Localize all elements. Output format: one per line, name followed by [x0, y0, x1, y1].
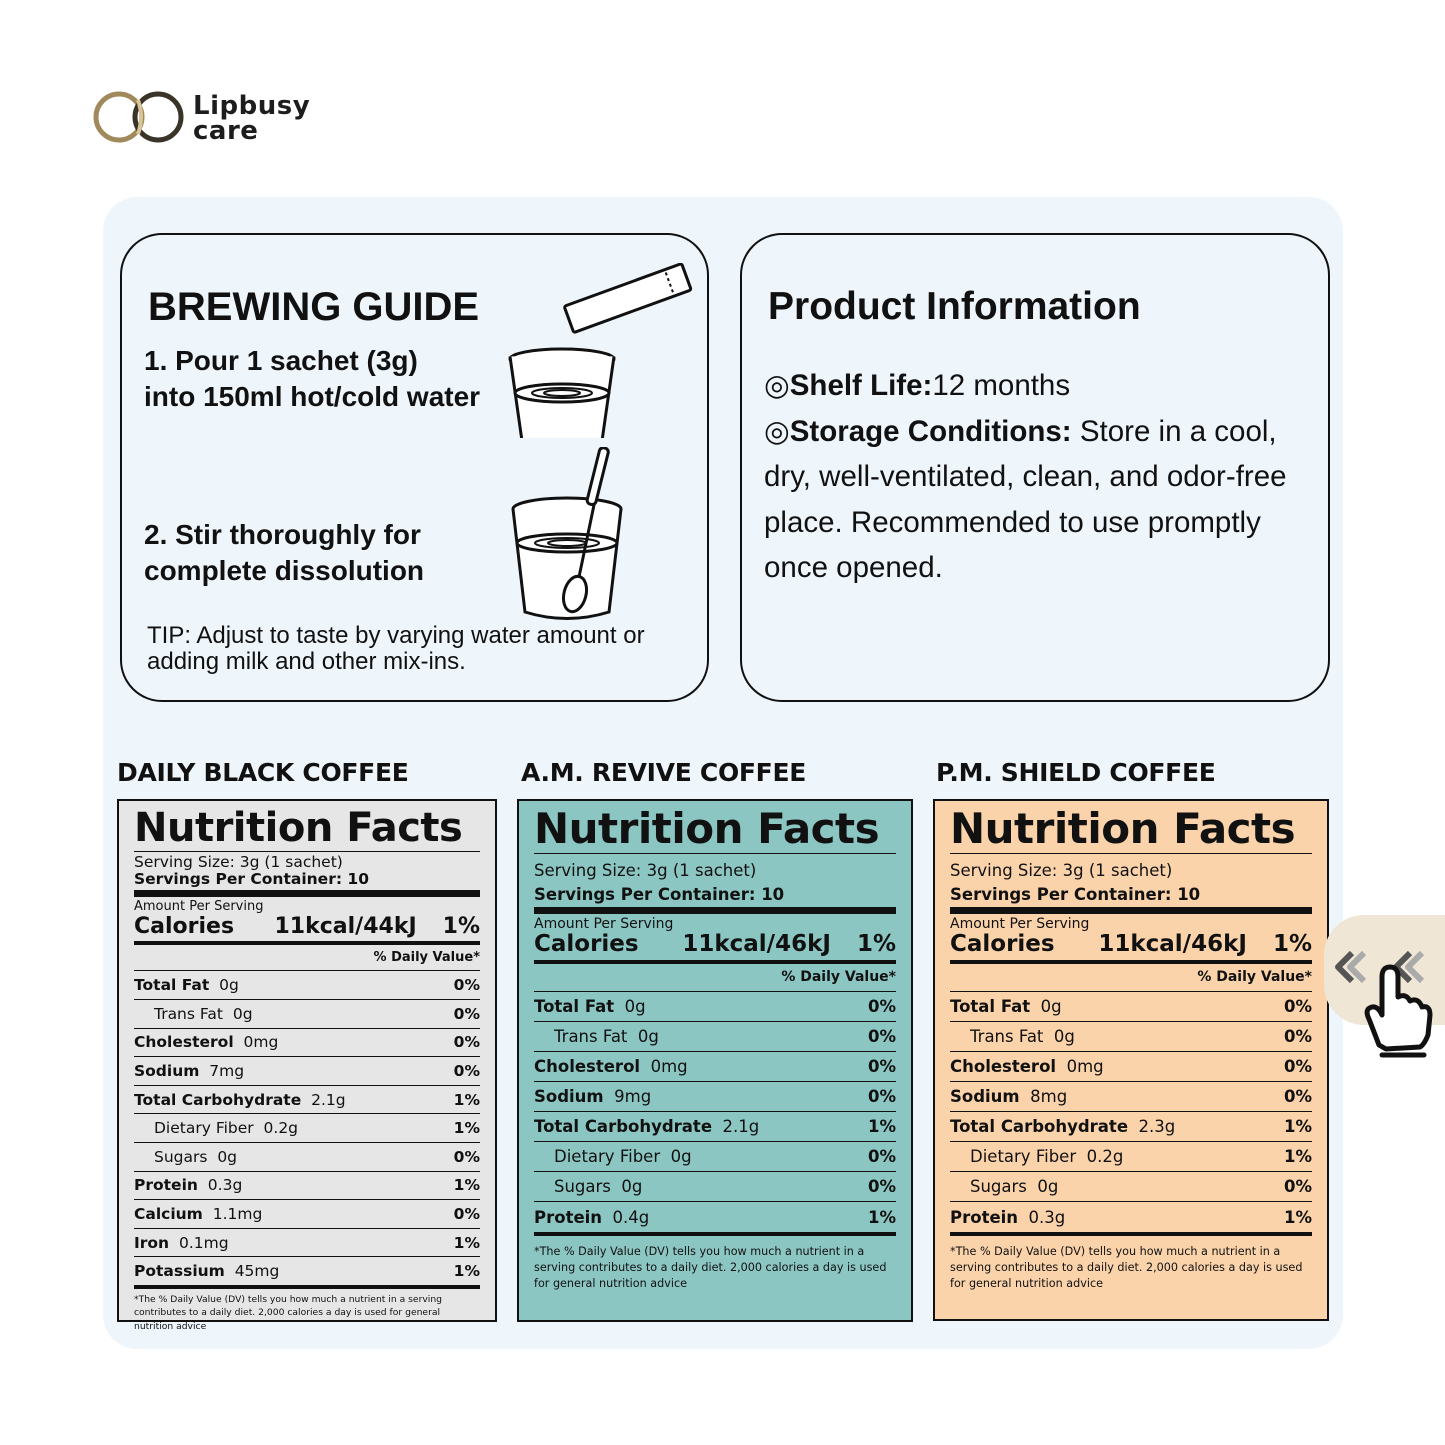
nutrient-row [134, 999, 480, 1028]
nutrient-name: Sodium [134, 1062, 200, 1081]
nutrient-label [534, 997, 646, 1016]
product-title-pm-shield: P.M. SHIELD COFFEE [936, 758, 1216, 787]
nutrient-name: Trans Fat [970, 1026, 1044, 1046]
nutrient-amount: 0.4g [612, 1207, 650, 1227]
nutrient-name: Dietary Fiber [554, 1147, 661, 1167]
nutrient-label [134, 1091, 346, 1109]
nutrition-facts-am-revive [517, 799, 913, 1322]
nutrient-name: Dietary Fiber [154, 1119, 254, 1138]
nutrient-label [950, 1057, 1104, 1076]
nutrient-row [134, 1171, 480, 1200]
nutrient-amount: 2.1g [311, 1090, 346, 1109]
serving-size: Serving Size: 3g (1 sachet) [134, 853, 343, 871]
nutrient-name: Protein [534, 1207, 603, 1227]
calories-row [534, 932, 896, 957]
nutrient-dv: 1% [867, 1207, 896, 1227]
brewing-tip: TIP: Adjust to taste by varying water amount or adding milk and other mix-ins. [147, 622, 645, 675]
nutrient-name: Sodium [534, 1087, 604, 1107]
nutrition-facts-content [134, 805, 480, 1333]
servings-per-container: Servings Per Container: 10 [950, 885, 1201, 905]
product-title-daily-black: DAILY BLACK COFFEE [117, 758, 409, 787]
nutrient-dv: 0% [867, 1026, 896, 1046]
nutrient-amount: 0g [621, 1177, 643, 1197]
nutrient-label [134, 1062, 244, 1080]
nutrient-row [534, 1171, 896, 1201]
nutrient-label [134, 1262, 279, 1280]
amount-per-serving: Amount Per Serving [134, 899, 264, 915]
nutrient-label [950, 1087, 1067, 1106]
nutrient-amount: 0mg [650, 1057, 688, 1077]
brewing-step-2 [144, 517, 424, 589]
nutrient-dv: 0% [867, 1057, 896, 1077]
nutrient-dv: 1% [453, 1090, 480, 1109]
calories-dv: 1% [1272, 931, 1312, 958]
step-2-line-1: 2. Stir thoroughly for [144, 519, 421, 550]
nutrient-row [134, 1199, 480, 1228]
nutrient-amount: 0g [624, 996, 646, 1016]
nutrient-label [534, 1027, 659, 1046]
nutrient-dv: 0% [453, 1147, 480, 1166]
nutrient-row [134, 1228, 480, 1257]
nutrient-label [134, 1234, 229, 1252]
nutrient-label [950, 1117, 1175, 1136]
nutrition-facts-content [950, 805, 1312, 1292]
nutrient-label [134, 1205, 262, 1223]
nutrient-name: Sodium [950, 1087, 1020, 1107]
nutrient-row [534, 1051, 896, 1081]
nutrient-label [950, 1208, 1065, 1227]
nutrient-label [950, 1177, 1058, 1196]
nutrient-row [134, 1028, 480, 1057]
nutrient-row [950, 1081, 1312, 1111]
nutrient-dv: 1% [453, 1119, 480, 1138]
nutrient-row [134, 970, 480, 999]
nutrient-name: Cholesterol [134, 1033, 234, 1052]
nutrient-amount: 0mg [1066, 1057, 1104, 1077]
nutrient-label [134, 1033, 278, 1051]
nutrient-row [534, 991, 896, 1021]
nutrient-row [534, 1081, 896, 1111]
nutrient-name: Total Fat [534, 996, 615, 1016]
nutrient-name: Sugars [154, 1147, 208, 1166]
nutrient-name: Iron [134, 1233, 170, 1252]
nutrient-dv: 1% [1283, 1147, 1312, 1167]
nutrient-name: Trans Fat [154, 1004, 223, 1023]
nutrient-amount: 0g [1053, 1026, 1075, 1046]
nutrient-dv: 0% [453, 1205, 480, 1224]
stir-cup-icon [507, 447, 697, 622]
nutrient-row [534, 1021, 896, 1051]
nutrient-dv: 0% [1283, 996, 1312, 1016]
nutrition-facts-title: Nutrition Facts [950, 804, 1296, 853]
product-information-card [740, 233, 1330, 702]
nutrient-label [534, 1087, 651, 1106]
logo-rings-icon [92, 86, 192, 148]
product-information-body [764, 363, 1324, 591]
nutrient-dv: 0% [453, 1062, 480, 1081]
servings-per-container: Servings Per Container: 10 [134, 870, 369, 889]
nutrient-dv: 0% [1283, 1057, 1312, 1077]
nutrient-label [534, 1147, 692, 1166]
nutrition-facts-pm-shield [933, 799, 1329, 1321]
nutrition-facts-title: Nutrition Facts [134, 805, 463, 851]
nutrient-amount: 0.3g [207, 1176, 243, 1195]
nutrient-dv: 1% [453, 1176, 480, 1195]
nutrient-amount: 0g [1040, 996, 1062, 1016]
nutrient-dv: 0% [453, 976, 480, 995]
nutrient-dv: 0% [867, 996, 896, 1016]
calories-label: Calories [134, 913, 235, 939]
calories-value: 11kcal/46kJ [682, 931, 831, 958]
calories-value: 11kcal/44kJ [274, 913, 417, 939]
nutrient-amount: 0.2g [263, 1119, 299, 1138]
nutrient-amount: 0g [670, 1147, 692, 1167]
nutrient-dv: 0% [1283, 1026, 1312, 1046]
nutrient-amount: 0g [1037, 1177, 1059, 1197]
brand-name-line1: Lipbusy [193, 91, 311, 121]
nutrient-name: Cholesterol [534, 1057, 641, 1077]
nutrient-name: Calcium [134, 1205, 203, 1224]
servings-per-container: Servings Per Container: 10 [534, 885, 785, 905]
daily-value-header: % Daily Value* [373, 949, 480, 965]
storage-conditions-line [764, 409, 1324, 591]
nutrient-amount: 0.3g [1028, 1207, 1066, 1227]
nutrient-row [950, 1171, 1312, 1201]
nutrient-dv: 1% [453, 1262, 480, 1281]
nutrient-name: Total Carbohydrate [134, 1090, 302, 1109]
nutrient-amount: 0g [637, 1026, 659, 1046]
brand-logo [92, 86, 332, 150]
nutrient-name: Sugars [970, 1177, 1027, 1197]
nutrient-label [534, 1177, 642, 1196]
nutrient-label [534, 1057, 688, 1076]
nutrient-name: Cholesterol [950, 1057, 1057, 1077]
nutrient-name: Protein [134, 1176, 198, 1195]
nutrient-label [134, 1176, 242, 1194]
nutrient-dv: 1% [1283, 1207, 1312, 1227]
nutrient-row [950, 1201, 1312, 1231]
nutrient-dv: 1% [867, 1117, 896, 1137]
daily-value-header: % Daily Value* [781, 968, 896, 985]
nutrient-name: Potassium [134, 1262, 225, 1281]
nutrient-label [950, 1027, 1075, 1046]
nutrient-name: Protein [950, 1207, 1019, 1227]
nutrition-facts-daily-black [117, 799, 497, 1332]
nutrient-label [134, 1005, 253, 1023]
nutrient-amount: 0g [219, 976, 239, 995]
swipe-hand-icon [1324, 915, 1445, 1055]
nutrient-label [134, 1148, 237, 1166]
nutrient-amount: 8mg [1030, 1087, 1068, 1107]
nutrient-row [134, 1113, 480, 1142]
nutrient-label [534, 1208, 649, 1227]
step-2-line-2: complete dissolution [144, 555, 425, 586]
nutrient-name: Total Carbohydrate [534, 1117, 713, 1137]
product-title-am-revive: A.M. REVIVE COFFEE [521, 758, 807, 787]
nutrient-amount: 2.1g [722, 1117, 760, 1137]
shelf-life-label: Shelf Life: [789, 369, 933, 402]
nutrient-dv: 0% [453, 1004, 480, 1023]
nutrient-label [950, 1147, 1123, 1166]
calories-dv: 1% [856, 931, 896, 958]
footnote: *The % Daily Value (DV) tells you how much a nutrient in a serving contributes to a daily diet. 2,000 calories a day is used for general nutrition advice [534, 1244, 887, 1291]
nutrient-row [534, 1201, 896, 1231]
nutrient-amount: 1.1mg [212, 1205, 263, 1224]
calories-label: Calories [950, 931, 1055, 958]
nutrient-dv: 1% [1283, 1117, 1312, 1137]
serving-size: Serving Size: 3g (1 sachet) [950, 861, 1173, 881]
nutrient-row [950, 1051, 1312, 1081]
nutrient-label [534, 1117, 759, 1136]
amount-per-serving: Amount Per Serving [534, 915, 674, 932]
nutrient-amount: 0g [232, 1004, 253, 1023]
nutrient-row [950, 1111, 1312, 1141]
nutrient-name: Total Fat [134, 976, 210, 995]
nutrition-facts-content [534, 805, 896, 1292]
footnote: *The % Daily Value (DV) tells you how much a nutrient in a serving contributes to a daily diet. 2,000 calories a day is used for general nutrition advice [950, 1244, 1303, 1291]
nutrient-name: Trans Fat [554, 1026, 628, 1046]
shelf-life-line [764, 363, 1324, 409]
brewing-guide-title: BREWING GUIDE [148, 285, 480, 329]
nutrient-name: Total Carbohydrate [950, 1117, 1129, 1137]
nutrient-dv: 0% [867, 1147, 896, 1167]
nutrient-amount: 0.2g [1086, 1147, 1124, 1167]
nutrient-label [134, 1119, 298, 1137]
nutrient-amount: 45mg [234, 1262, 280, 1281]
daily-value-header: % Daily Value* [1197, 968, 1312, 985]
nutrient-amount: 0g [217, 1147, 238, 1166]
brand-name-line2: care [193, 116, 259, 146]
nutrient-row [134, 1256, 480, 1285]
nutrient-amount: 2.3g [1138, 1117, 1176, 1137]
nutrient-row [950, 1021, 1312, 1051]
calories-row [950, 932, 1312, 957]
nutrient-name: Sugars [554, 1177, 611, 1197]
swipe-hint[interactable] [1324, 915, 1445, 1025]
calories-value: 11kcal/46kJ [1098, 931, 1247, 958]
nutrient-name: Dietary Fiber [970, 1147, 1077, 1167]
nutrient-amount: 0.1mg [178, 1233, 229, 1252]
pour-sachet-cup-icon [507, 263, 697, 438]
nutrient-row [134, 1056, 480, 1085]
storage-conditions-label: Storage Conditions: [789, 414, 1072, 448]
shelf-life-value: 12 months [932, 369, 1071, 402]
nutrition-facts-title: Nutrition Facts [534, 804, 880, 853]
nutrient-dv: 0% [453, 1033, 480, 1052]
nutrient-row [134, 1085, 480, 1114]
step-1-line-2: into 150ml hot/cold water [144, 381, 481, 412]
nutrient-row [950, 991, 1312, 1021]
footnote: *The % Daily Value (DV) tells you how much a nutrient in a serving contributes to a daily diet. 2,000 calories a day is used for general nutrition advice [134, 1294, 443, 1332]
nutrient-amount: 7mg [209, 1062, 245, 1081]
calories-label: Calories [534, 931, 639, 958]
nutrient-amount: 0mg [243, 1033, 279, 1052]
nutrient-dv: 0% [867, 1087, 896, 1107]
nutrient-dv: 0% [867, 1177, 896, 1197]
brewing-guide-card [120, 233, 709, 702]
nutrient-dv: 0% [1283, 1087, 1312, 1107]
serving-size: Serving Size: 3g (1 sachet) [534, 861, 757, 881]
nutrient-name: Total Fat [950, 996, 1031, 1016]
nutrient-row [534, 1111, 896, 1141]
bullet-icon: ◎ [764, 414, 790, 448]
product-information-title: Product Information [768, 285, 1141, 328]
calories-dv: 1% [442, 913, 480, 939]
nutrient-label [950, 997, 1062, 1016]
storage-conditions-value: Store in a cool, dry, well-ventilated, clean, and odor-free place. Recommended to use promptly once opened. [764, 414, 1287, 584]
brewing-step-1 [144, 343, 480, 415]
nutrient-amount: 9mg [614, 1087, 652, 1107]
nutrient-dv: 0% [1283, 1177, 1312, 1197]
calories-row [134, 915, 480, 939]
nutrient-dv: 1% [453, 1233, 480, 1252]
step-1-line-1: 1. Pour 1 sachet (3g) [144, 345, 418, 376]
nutrient-row [950, 1141, 1312, 1171]
amount-per-serving: Amount Per Serving [950, 915, 1090, 932]
nutrient-row [534, 1141, 896, 1171]
nutrient-row [134, 1142, 480, 1171]
bullet-icon: ◎ [764, 369, 790, 402]
nutrient-label [134, 976, 239, 994]
